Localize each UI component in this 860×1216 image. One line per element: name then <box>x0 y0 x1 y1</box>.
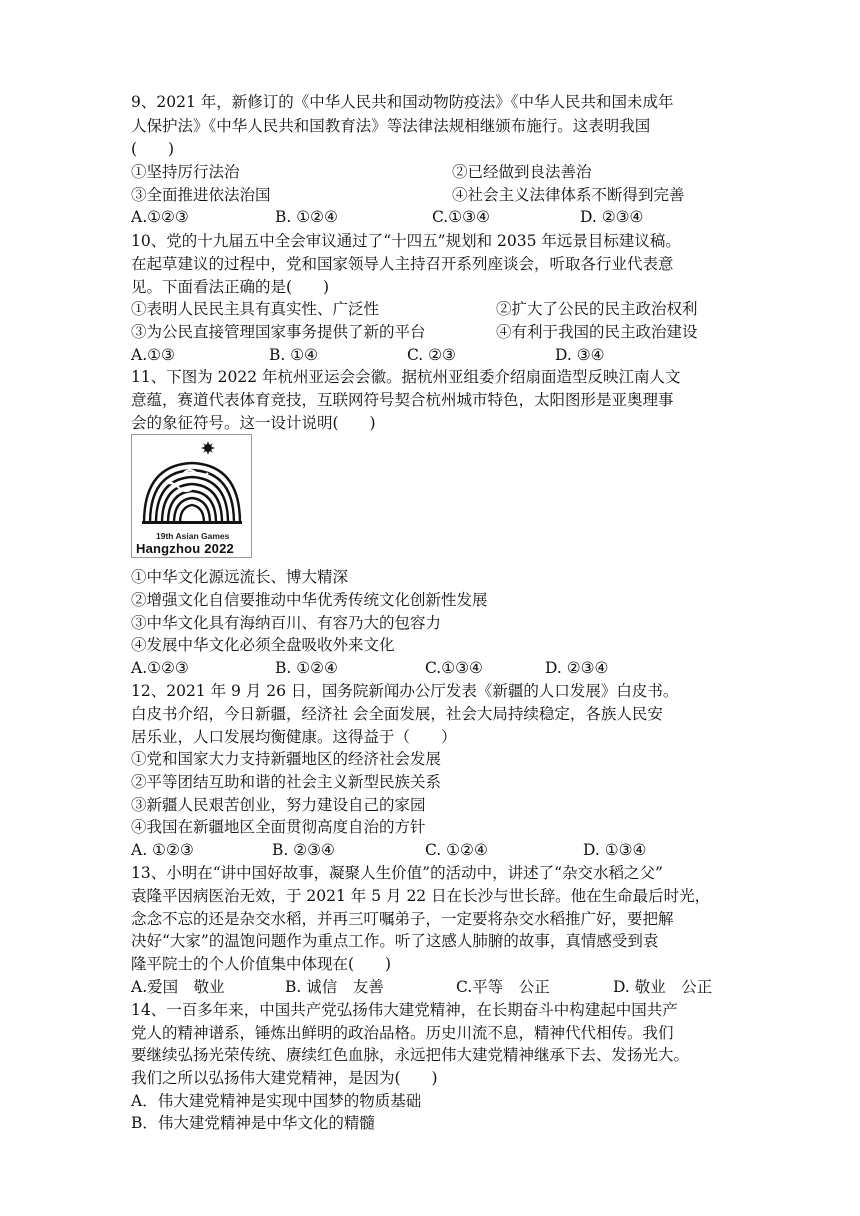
q10-choice-d: D. ③④ <box>555 346 605 364</box>
q14-stem-line4: 我们之所以弘扬伟大建党精神，是因为( ) <box>131 1069 438 1087</box>
q9-option-2: ②已经做到良法善治 <box>452 163 592 181</box>
q14-choice-b: B．伟大建党精神是中华文化的精髓 <box>131 1114 375 1132</box>
q9-stem-line1: 9、2021 年，新修订的《中华人民共和国动物防疫法》《中华人民共和国未成年 <box>131 93 674 111</box>
q11-choice-b: B. ①②④ <box>275 659 338 677</box>
q9-choice-a: A.①②③ <box>131 208 189 226</box>
q10-option-1: ①表明人民民主具有真实性、广泛性 <box>131 300 380 318</box>
q12-choice-d: D. ①③④ <box>583 841 647 859</box>
q9-choice-c: C.①③④ <box>432 208 490 226</box>
q12-stem-line3: 居乐业，人口发展均衡健康。这得益于（ ） <box>131 728 457 746</box>
q13-stem-line4: 决好“大家”的温饱问题作为重点工作。听了这感人肺腑的故事，真情感受到袁 <box>131 932 659 950</box>
fan-emblem-icon <box>132 435 251 531</box>
q10-choice-b: B. ①④ <box>269 346 319 364</box>
q14-stem-line3: 要继续弘扬光荣传统、赓续红色血脉，永远把伟大建党精神继承下去、发扬光大。 <box>131 1046 690 1064</box>
q10-option-4: ④有利于我国的民主政治建设 <box>496 323 698 341</box>
q9-choice-b: B. ①②④ <box>275 208 338 226</box>
q10-choice-c: C. ②③ <box>407 346 456 364</box>
q9-stem-line3: ( ) <box>131 140 175 158</box>
q10-option-3: ③为公民直接管理国家事务提供了新的平台 <box>131 323 426 341</box>
q10-stem-line1: 10、党的十九届五中全会审议通过了“十四五”规划和 2035 年远景目标建议稿。 <box>131 232 681 250</box>
q11-choice-d: D. ②③④ <box>545 659 609 677</box>
q12-choice-a: A. ①②③ <box>131 841 194 859</box>
q12-option-2: ②平等团结互助和谐的社会主义新型民族关系 <box>131 773 442 791</box>
q11-option-3: ③中华文化具有海纳百川、有容乃大的包容力 <box>131 614 442 632</box>
q9-option-3: ③全面推进依法治国 <box>131 186 271 204</box>
logo-caption-city: Hangzhou 2022 <box>136 541 234 556</box>
q10-stem-line3: 见。下面看法正确的是( ) <box>131 278 330 296</box>
q12-stem-line1: 12、2021 年 9 月 26 日，国务院新闻办公厅发表《新疆的人口发展》白皮书。 <box>131 682 679 700</box>
q13-choice-d: D. 敬业 公正 <box>613 978 713 996</box>
hangzhou-asian-games-logo <box>131 434 252 558</box>
q13-choice-b: B. 诚信 友善 <box>285 978 384 996</box>
q11-option-4: ④发展中华文化必须全盘吸收外来文化 <box>131 636 395 654</box>
q9-stem-line2: 人保护法》《中华人民共和国教育法》等法律法规相继颁布施行。这表明我国 <box>131 117 651 135</box>
q11-stem-line3: 会的象征符号。这一设计说明( ) <box>131 414 376 432</box>
q13-choice-c: C.平等 公正 <box>456 978 550 996</box>
q11-option-1: ①中华文化源远流长、博大精深 <box>131 568 349 586</box>
q13-stem-line1: 13、小明在“讲中国好故事，凝聚人生价值”的活动中，讲述了“杂交水稻之父” <box>131 864 663 882</box>
q11-option-2: ②增强文化自信要推动中华优秀传统文化创新性发展 <box>131 591 488 609</box>
q14-stem-line2: 党人的精神谱系，锤炼出鲜明的政治品格。历史川流不息，精神代代相传。我们 <box>131 1024 674 1042</box>
q10-option-2: ②扩大了公民的民主政治权利 <box>496 300 698 318</box>
q11-stem-line2: 意蕴，赛道代表体育竞技，互联网符号契合杭州城市特色，太阳图形是亚奥理事 <box>131 391 674 409</box>
q9-option-1: ①坚持厉行法治 <box>131 163 240 181</box>
q12-option-3: ③新疆人民艰苦创业，努力建设自己的家园 <box>131 796 426 814</box>
q14-stem-line1: 14、一百多年来，中国共产党弘扬伟大建党精神，在长期奋斗中构建起中国共产 <box>131 1001 678 1019</box>
logo-caption-event: 19th Asian Games <box>156 531 230 541</box>
q13-stem-line2: 袁隆平因病医治无效，于 2021 年 5 月 22 日在长沙与世长辞。他在生命最后时光， <box>131 887 711 905</box>
q13-stem-line5: 隆平院士的个人价值集中体现在( ) <box>131 955 392 973</box>
q12-choice-c: C. ①②④ <box>425 841 488 859</box>
q9-choice-d: D. ②③④ <box>580 208 644 226</box>
q12-choice-b: B. ②③④ <box>272 841 335 859</box>
q11-stem-line1: 11、下图为 2022 年杭州亚运会会徽。据杭州亚组委介绍扇面造型反映江南人文 <box>131 368 681 386</box>
q13-stem-line3: 念念不忘的还是杂交水稻，并再三叮嘱弟子，一定要将杂交水稻推广好，要把解 <box>131 910 674 928</box>
q13-choice-a: A.爱国 敬业 <box>131 978 225 996</box>
q11-choice-a: A.①②③ <box>131 659 189 677</box>
q12-option-4: ④我国在新疆地区全面贯彻高度自治的方针 <box>131 818 426 836</box>
q12-stem-line2: 白皮书介绍，今日新疆，经济社 会全面发展，社会大局持续稳定，各族人民安 <box>131 705 663 723</box>
q11-choice-c: C.①③④ <box>425 659 483 677</box>
q14-choice-a: A．伟大建党精神是实现中国梦的物质基础 <box>131 1092 422 1110</box>
q10-choice-a: A.①③ <box>131 346 175 364</box>
q10-stem-line2: 在起草建议的过程中，党和国家领导人主持召开系列座谈会，听取各行业代表意 <box>131 255 674 273</box>
q12-option-1: ①党和国家大力支持新疆地区的经济社会发展 <box>131 750 442 768</box>
q9-option-4: ④社会主义法律体系不断得到完善 <box>452 186 685 204</box>
